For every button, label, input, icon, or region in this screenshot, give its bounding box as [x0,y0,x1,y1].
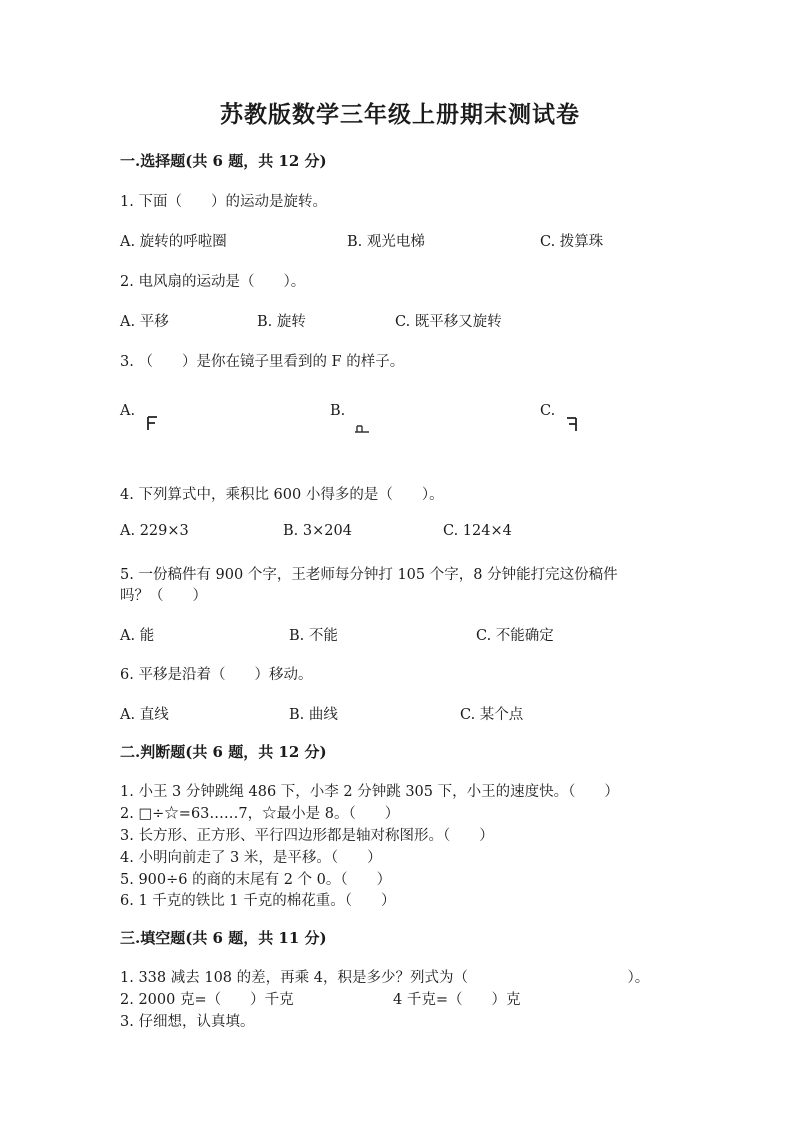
q1-option-b: B. 观光电梯 [347,234,425,250]
q4-option-a: A. 229×3 [120,523,189,539]
q1-option-a: A. 旋转的呼啦圈 [120,234,227,250]
judge-item-5: 5. 900÷6 的商的末尾有 2 个 0。（ ） [120,872,392,888]
judge-item-4: 4. 小明向前走了 3 米，是平移。（ ） [120,850,382,866]
section-heading-judge: 二.判断题(共 6 题，共 12 分) [120,743,327,761]
fill-item-1: 1. 338 减去 108 的差，再乘 4，积是多少？列式为（ ）。 [120,970,650,986]
f-rotated-icon [354,423,370,433]
question-5-continued: 吗？（ ） [120,588,207,604]
question-4: 4. 下列算式中，乘积比 600 小得多的是（ ）。 [120,487,444,503]
judge-item-6: 6. 1 千克的铁比 1 千克的棉花重。（ ） [120,893,396,909]
q4-option-c: C. 124×4 [443,523,512,539]
q3-option-c: C. [540,403,556,419]
fill-item-2-right: 4 千克=（ ）克 [393,992,521,1008]
q2-option-b: B. 旋转 [257,314,306,330]
q1-option-c: C. 拨算珠 [540,234,604,250]
f-mirrored-icon [566,417,578,432]
q2-option-c: C. 既平移又旋转 [395,314,502,330]
question-6: 6. 平移是沿着（ ）移动。 [120,667,313,683]
question-5: 5. 一份稿件有 900 个字，王老师每分钟打 105 个字，8 分钟能打完这份稿件 [120,567,618,583]
question-1: 1. 下面（ ）的运动是旋转。 [120,194,327,210]
question-2: 2. 电风扇的运动是（ ）。 [120,274,306,290]
q5-option-c: C. 不能确定 [476,628,554,644]
q6-option-b: B. 曲线 [289,707,338,723]
q5-option-b: B. 不能 [289,628,338,644]
q4-option-b: B. 3×204 [283,523,352,539]
page-title: 苏教版数学三年级上册期末测试卷 [220,101,580,128]
question-3: 3. （ ）是你在镜子里看到的 F 的样子。 [120,354,405,370]
fill-item-2: 2. 2000 克=（ ）千克 [120,992,294,1008]
f-normal-icon [146,416,158,431]
q3-option-b: B. [330,403,346,419]
section-heading-fill: 三.填空题(共 6 题，共 11 分) [120,929,327,947]
fill-item-3: 3. 仔细想，认真填。 [120,1014,255,1030]
q5-option-a: A. 能 [120,628,155,644]
judge-item-3: 3. 长方形、正方形、平行四边形都是轴对称图形。（ ） [120,828,494,844]
section-heading-choice: 一.选择题(共 6 题，共 12 分) [120,152,327,170]
judge-item-2: 2. □÷☆=63……7，☆最小是 8。（ ） [120,806,400,822]
judge-item-1: 1. 小王 3 分钟跳绳 486 下，小李 2 分钟跳 305 下，小王的速度快。（ ） [120,784,619,800]
q6-option-c: C. 某个点 [460,707,524,723]
q3-option-a: A. [120,403,136,419]
q6-option-a: A. 直线 [120,707,169,723]
q2-option-a: A. 平移 [120,314,169,330]
